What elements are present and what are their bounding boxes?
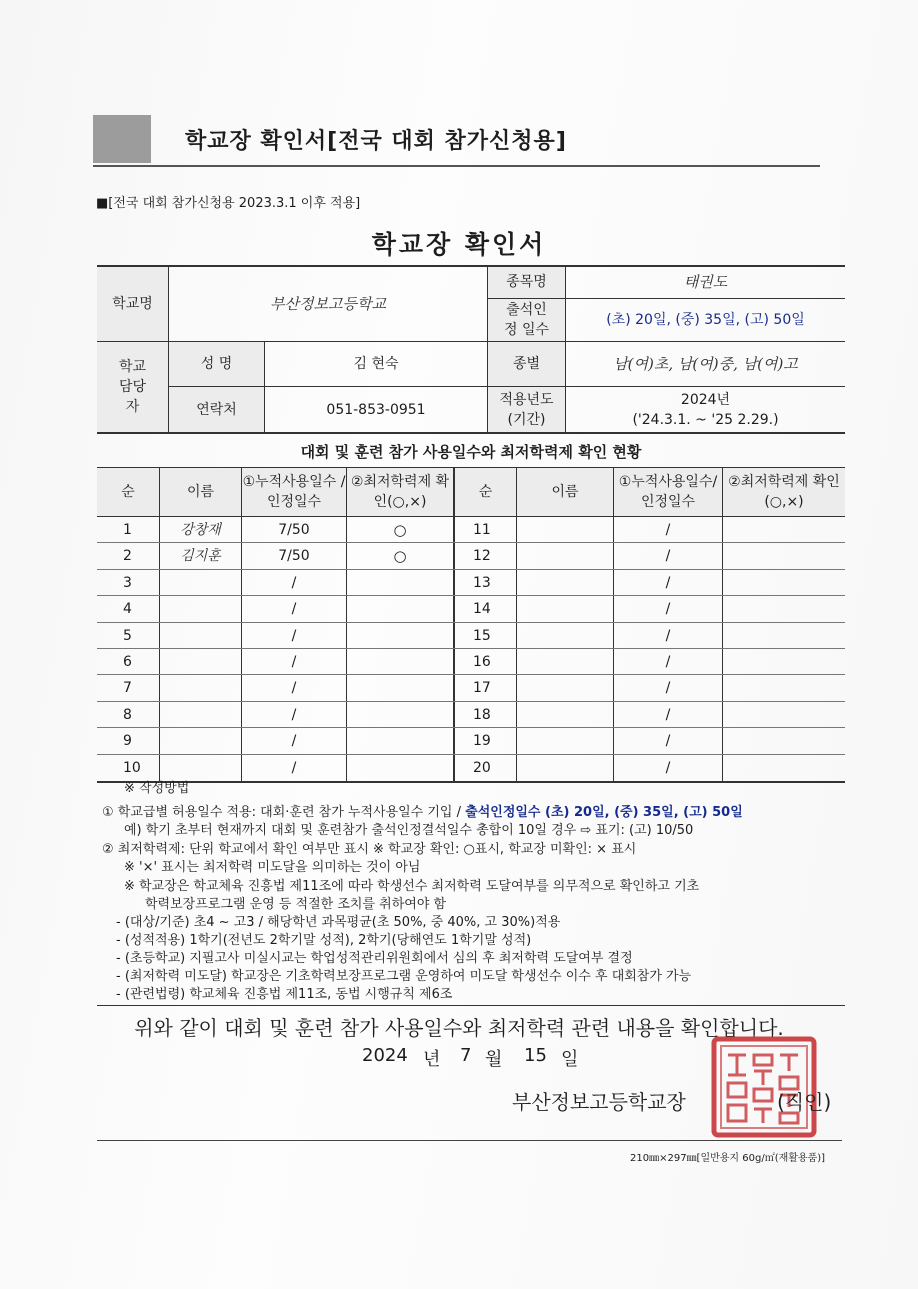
seal-label: (직인) bbox=[777, 1090, 832, 1114]
table-cell-days2: / bbox=[665, 707, 671, 723]
instruction-line-8: - (성적적용) 1학기(전년도 2학기말 성적), 2학기(당해연도 1학기말 성적) bbox=[116, 933, 532, 948]
table-cell-days: / bbox=[291, 733, 297, 749]
table-cell-no: 9 bbox=[123, 733, 132, 749]
year-cell bbox=[566, 387, 845, 432]
table-cell-check2 bbox=[723, 570, 845, 596]
table-cell-days: / bbox=[291, 654, 297, 670]
table-cell-days: / bbox=[291, 707, 297, 723]
table-cell-check2 bbox=[723, 728, 845, 754]
table-cell-days2: / bbox=[665, 601, 671, 617]
table-cell-check2 bbox=[723, 517, 845, 543]
table-cell-check: ○ bbox=[393, 547, 407, 565]
table-cell-name2 bbox=[517, 543, 613, 569]
table-cell-name bbox=[160, 755, 241, 781]
table-cell-days: / bbox=[291, 760, 297, 776]
date-day: 15 bbox=[524, 1045, 547, 1066]
table-cell-name2 bbox=[517, 596, 613, 622]
table-cell-days2: / bbox=[665, 733, 671, 749]
date-month-unit: 월 bbox=[485, 1049, 503, 1070]
category-value: 남(여)초, 남(여)중, 남(여)고 bbox=[613, 355, 798, 373]
table-cell-days: / bbox=[291, 575, 297, 591]
usage-table-title: 대회 및 훈련 참가 사용일수와 최저학력제 확인 현황 bbox=[300, 443, 642, 461]
header-underline bbox=[93, 165, 820, 167]
table-cell-name2 bbox=[517, 517, 613, 543]
table-cell-days2: / bbox=[665, 760, 671, 776]
instruction-line-1-bold: 출석인정일수 (초) 20일, (중) 35일, (고) 50일 bbox=[465, 805, 743, 820]
table-cell-days2: / bbox=[665, 654, 671, 670]
table-cell-no2: 15 bbox=[473, 628, 491, 644]
instruction-line-2: 예) 학기 초부터 현재까지 대회 및 훈련참가 출석인정결석일수 총합이 10일 경우 ⇨ 표기: (고) 10/50 bbox=[124, 823, 694, 838]
table-cell-name2 bbox=[517, 702, 613, 728]
table-cell-days: 7/50 bbox=[278, 548, 310, 564]
col-header-check-2: ②최저학력제 확인(○,×) bbox=[728, 474, 840, 510]
name-label: 성 명 bbox=[200, 356, 233, 372]
table-cell-no: 7 bbox=[123, 680, 132, 696]
table-cell-days2: / bbox=[665, 522, 671, 538]
instruction-line-4: ※ '×' 표시는 최저학력 미도달을 의미하는 것이 아님 bbox=[124, 860, 421, 875]
table-cell-check2 bbox=[723, 596, 845, 622]
table-cell-name: 김지훈 bbox=[180, 548, 221, 564]
table-cell-no2: 14 bbox=[473, 601, 491, 617]
instruction-line-3: ② 최저학력제: 단위 학교에서 확인 여부만 표시 ※ 학교장 확인: ○표시, 학교장 미확인: × 표시 bbox=[102, 842, 637, 857]
year-value: 2024년 bbox=[680, 391, 731, 408]
table-cell-name bbox=[160, 596, 241, 622]
table-cell-check bbox=[347, 596, 453, 622]
col-header-days: ①누적사용일수 /인정일수 bbox=[242, 474, 346, 510]
table-cell-name2 bbox=[517, 728, 613, 754]
table-cell-no: 5 bbox=[123, 628, 132, 644]
phone-value: 051-853-0951 bbox=[326, 401, 426, 418]
instruction-line-7: - (대상/기준) 초4 ~ 고3 / 해당학년 과목평균(초 50%, 중 40%, 고 30%)적용 bbox=[116, 915, 561, 930]
school-label: 학교명 bbox=[112, 295, 153, 312]
table-cell-no2: 12 bbox=[473, 548, 491, 564]
table-cell-days: / bbox=[291, 680, 297, 696]
table-cell-no: 4 bbox=[123, 601, 132, 617]
form-version-note: ■[전국 대회 참가신청용 2023.3.1 이후 적용] bbox=[96, 196, 361, 211]
category-label: 종별 bbox=[512, 356, 541, 372]
table-cell-no2: 13 bbox=[473, 575, 491, 591]
sport-label: 종목명 bbox=[506, 274, 547, 290]
table-cell-days: 7/50 bbox=[278, 522, 310, 538]
table-cell-check: ○ bbox=[393, 521, 407, 539]
table-cell-days2: / bbox=[665, 575, 671, 591]
table-cell-no2: 16 bbox=[473, 654, 491, 670]
table-cell-name: 강창재 bbox=[180, 522, 221, 538]
instruction-line-6: 학력보장프로그램 운영 등 적절한 조치를 취하여야 함 bbox=[145, 897, 447, 912]
table-cell-name2 bbox=[517, 623, 613, 649]
col-header-name-2: 이름 bbox=[551, 484, 579, 500]
table-cell-check bbox=[347, 755, 453, 781]
table-cell-name2 bbox=[517, 570, 613, 596]
phone-label: 연락처 bbox=[196, 401, 237, 418]
instruction-line-9: - (초등학교) 지필고사 미실시교는 학업성적관리위원회에서 심의 후 최저학력 도달여부 결정 bbox=[116, 951, 633, 966]
table-cell-name bbox=[160, 623, 241, 649]
table-cell-no: 6 bbox=[123, 654, 132, 670]
table-cell-no: 10 bbox=[123, 760, 141, 776]
table-cell-check2 bbox=[723, 675, 845, 701]
instructions-heading: ※ 작성방법 bbox=[124, 781, 190, 796]
table-cell-check bbox=[347, 728, 453, 754]
table-cell-no: 2 bbox=[123, 548, 132, 564]
table-cell-days2: / bbox=[665, 548, 671, 564]
instruction-line-10: - (최저학력 미도달) 학교장은 기초학력보장프로그램 운영하여 미도달 학생선수 이수 후 대회참가 가능 bbox=[116, 969, 692, 984]
table-cell-no: 3 bbox=[123, 575, 132, 591]
table-cell-days: / bbox=[291, 601, 297, 617]
table-cell-name bbox=[160, 728, 241, 754]
year-label: 적용년도 (기간) bbox=[499, 391, 554, 428]
instruction-line-5: ※ 학교장은 학교체육 진흥법 제11조에 따라 학생선수 최저학력 도달여부를 의무적으로 확인하고 기초 bbox=[124, 879, 700, 894]
attendance-label: 출석인정 일수 bbox=[503, 302, 550, 338]
table-cell-no2: 18 bbox=[473, 707, 491, 723]
table-cell-check bbox=[347, 675, 453, 701]
col-header-days-2: ①누적사용일수/ 인정일수 bbox=[618, 474, 718, 510]
confirmation-statement: 위와 같이 대회 및 훈련 참가 사용일수와 최저학력 관련 내용을 확인합니다. bbox=[134, 1016, 784, 1040]
table-cell-name2 bbox=[517, 675, 613, 701]
table-cell-no: 1 bbox=[123, 522, 132, 538]
period-value: ('24.3.1. ~ '25 2.29.) bbox=[632, 411, 779, 428]
principal-name: 부산정보고등학교장 bbox=[512, 1090, 686, 1114]
sport-value: 태권도 bbox=[683, 273, 728, 291]
table-cell-check2 bbox=[723, 702, 845, 728]
table-cell-days2: / bbox=[665, 628, 671, 644]
instruction-line-11: - (관련법령) 학교체육 진흥법 제11조, 동법 시행규칙 제6조 bbox=[116, 987, 453, 1002]
attendance-value: (초) 20일, (중) 35일, (고) 50일 bbox=[606, 312, 805, 328]
table-cell-check2 bbox=[723, 649, 845, 675]
table-cell-days: / bbox=[291, 628, 297, 644]
table-cell-no2: 19 bbox=[473, 733, 491, 749]
table-cell-check bbox=[347, 649, 453, 675]
name-value: 김 현숙 bbox=[353, 356, 399, 372]
contact-group-label: 학교 담당자 bbox=[118, 358, 147, 415]
date-month: 7 bbox=[460, 1045, 472, 1066]
table-cell-name bbox=[160, 675, 241, 701]
col-header-no-2: 순 bbox=[478, 484, 493, 500]
date-day-unit: 일 bbox=[561, 1049, 579, 1070]
header-title: 학교장 확인서[전국 대회 참가신청용] bbox=[185, 129, 567, 154]
instruction-line-1 bbox=[102, 804, 743, 822]
table-cell-name2 bbox=[517, 755, 613, 781]
table-cell-no: 8 bbox=[123, 707, 132, 723]
table-cell-days2: / bbox=[665, 680, 671, 696]
table-cell-check2 bbox=[723, 755, 845, 781]
table-cell-check bbox=[347, 570, 453, 596]
table-cell-check bbox=[347, 623, 453, 649]
col-header-check: ②최저학력제 확인(○,×) bbox=[350, 474, 450, 510]
table-cell-name bbox=[160, 570, 241, 596]
table-cell-name bbox=[160, 649, 241, 675]
date-year-unit: 년 bbox=[423, 1049, 441, 1070]
footer-divider bbox=[97, 1140, 842, 1141]
table-cell-check bbox=[347, 702, 453, 728]
table-cell-name2 bbox=[517, 649, 613, 675]
table-cell-check2 bbox=[723, 543, 845, 569]
document-title: 학교장 확인서 bbox=[371, 230, 547, 259]
instruction-line-1-text: ① 학교급별 허용일수 적용: 대회·훈련 참가 누적사용일수 기입 / bbox=[102, 805, 466, 820]
col-header-name: 이름 bbox=[186, 484, 215, 500]
paper-spec: 210㎜×297㎜[일반용지 60g/㎡(재활용품)] bbox=[630, 1153, 826, 1164]
table-cell-name bbox=[160, 702, 241, 728]
col-header-no: 순 bbox=[121, 484, 135, 500]
table-cell-no2: 11 bbox=[473, 522, 491, 538]
table-cell-no2: 20 bbox=[473, 760, 491, 776]
school-value: 부산정보고등학교 bbox=[270, 294, 386, 313]
table-cell-check2 bbox=[723, 623, 845, 649]
date-year: 2024 bbox=[362, 1045, 408, 1066]
table-cell-no2: 17 bbox=[473, 680, 491, 696]
header-accent-bar bbox=[93, 115, 151, 163]
